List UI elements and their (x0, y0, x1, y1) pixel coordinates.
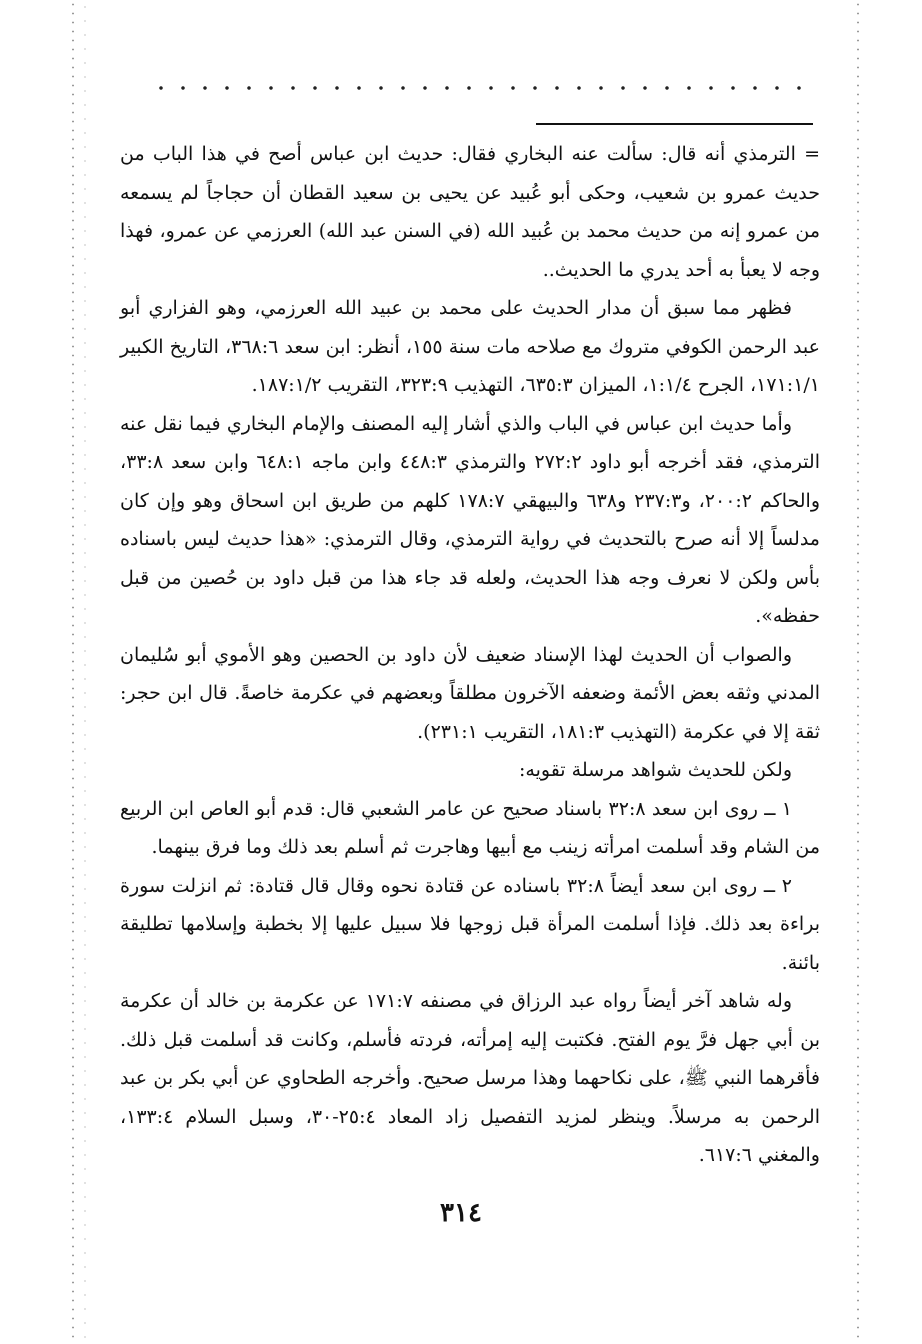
scan-margin-dots-left (72, 0, 74, 1344)
paragraph-supporting-intro: ولكن للحديث شواهد مرسلة تقويه: (519, 759, 792, 781)
paragraph-ibn-abbas-hadith: وأما حديث ابن عباس في الباب والذي أشار إليه المصنف والإمام البخاري فيما نقل عنه الترمذي، فقد أخرجه أبو داود ٢٧٢:٢ والترمذي ٤٤٨:٣ وابن ماجه ٦٤٨:١ وابن سعد ٣٣:٨، والحاكم ٢٠٠:٢، و٢٣٧:٣ و٦٣٨ والبيهقي ١٧٨:٧ كلهم من طريق ابن اسحاق وهو وإن كان مدلساً إلا أنه صرح بالتحديث في رواية الترمذي، وقال الترمذي: «هذا حديث ليس باسناده بأس ولكن لا نعرف وجه هذا الحديث، ولعله قد جاء هذا من قبل داود بن حُصين من قبل حفظه». (120, 412, 820, 627)
scan-margin-dots-right (857, 0, 859, 1344)
paragraph-witness-2: ٢ ــ روى ابن سعد أيضاً ٣٢:٨ باسناده عن قتادة نحوه وقال قال قتادة: ثم انزلت سورة براءة بعد ذلك. فإذا أسلمت المرأة قبل زوجها فلا سبيل عليها إلا بخطبة وإسلامها تطليقة بائنة. (120, 874, 820, 974)
paragraph-chain-assessment: والصواب أن الحديث لهذا الإسناد ضعيف لأن داود بن الحصين وهو الأموي أبو سُليمان المدني وثقه بعض الأئمة وضعفه الآخرون مطلقاً وبعضهم في عكرمة خاصةً. قال ابن حجر: ثقة إلا في عكرمة (التهذيب ١٨١:٣، التقريب ٢٣١:١). (120, 643, 820, 743)
page-body-text (120, 135, 820, 1175)
scan-margin-dots-inner (84, 0, 86, 1344)
footnote-separator-rule (536, 123, 813, 125)
page-number: ٣١٤ (440, 1198, 482, 1228)
paragraph-continuation: = الترمذي أنه قال: سألت عنه البخاري فقال: حديث ابن عباس أصح في هذا الباب من حديث عمرو بن شعيب، وحكى أبو عُبيد عن يحيى بن سعيد القطان أن حجاجاً لم يسمعه من عمرو إنه من حديث محمد بن عُبيد الله (في السنن عبد الله) العرزمي عن عمرو، فهذا وجه لا يعبأ به أحد يدري ما الحديث.. (120, 143, 820, 281)
paragraph-narrator-summary: فظهر مما سبق أن مدار الحديث على محمد بن عبيد الله العرزمي، وهو الفزاري أبو عبد الرحمن الكوفي متروك مع صلاحه مات سنة ١٥٥، أنظر: ابن سعد ٣٦٨:٦، التاريخ الكبير ١٧١:١/١، الجرح ١:١/٤، الميزان ٦٣٥:٣، التهذيب ٣٢٣:٩، التقريب ١٨٧:١/٢. (120, 297, 820, 396)
paragraph-witness-1: ١ ــ روى ابن سعد ٣٢:٨ باسناد صحيح عن عامر الشعبي قال: قدم أبو العاص ابن الربيع من الشام وقد أسلمت امرأته زينب مع أبيها وهاجرت ثم أسلم بعد ذلك وما فرق بينهما. (120, 797, 820, 858)
paragraph-witness-3: وله شاهد آخر أيضاً رواه عبد الرزاق في مصنفه ١٧١:٧ عن عكرمة بن خالد أن عكرمة بن أبي جهل فرَّ يوم الفتح. فكتبت إليه إمرأته، فردته فأسلم، وكانت قد أسلمت قبل ذلك. فأقرهما النبي ﷺ، على نكاحهما وهذا مرسل صحيح. وأخرجه الطحاوي عن أبي بكر بن عبد الرحمن به مرسلاً. وينظر لمزيد التفصيل زاد المعاد ٢٥:٤-٣٠، وسبل السلام ١٣٣:٤، والمغني ٦١٧:٦. (120, 990, 820, 1166)
header-dotted-line (150, 84, 815, 92)
